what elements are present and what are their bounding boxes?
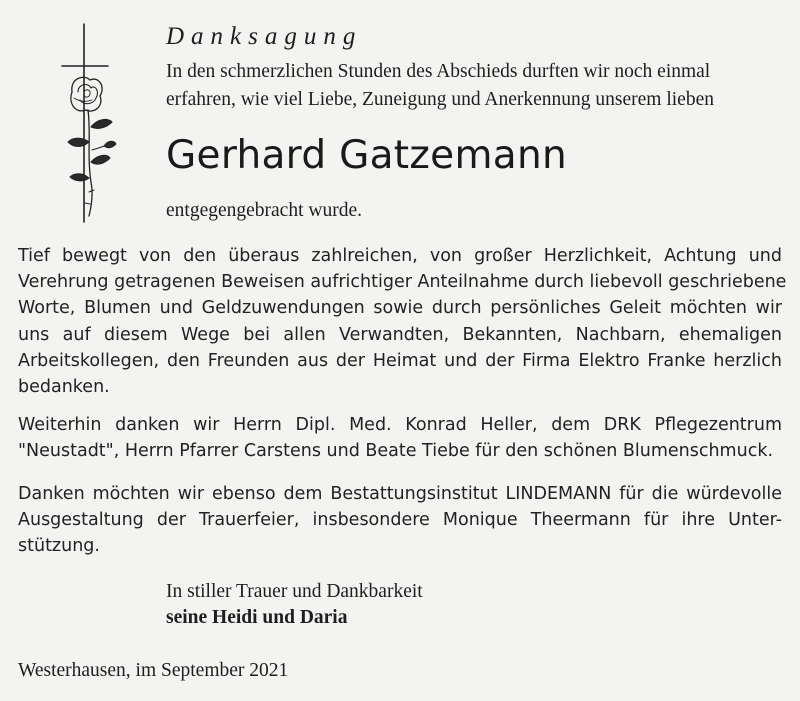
closing-line: In stiller Trauer und Dankbarkeit [166, 581, 423, 602]
text-line: Weiterhin danken wir Herrn Dipl. Med. Konrad Heller, dem DRK Pflegezentrum [18, 415, 782, 435]
deceased-name: Gerhard Gatzemann [166, 133, 567, 178]
paragraph-further-thanks [18, 412, 782, 464]
after-name-text: entgegengebracht wurde. [166, 200, 362, 221]
notice-title: Danksagung [166, 23, 363, 50]
intro-line: erfahren, wie viel Liebe, Zuneigung und Anerkennung unserem lieben [166, 89, 714, 110]
paragraph-funeral-thanks [18, 481, 782, 560]
text-line: uns auf diesem Wege bei allen Verwandten, Bekannten, Nachbarn, ehemaligen [18, 324, 782, 345]
intro-text [166, 58, 786, 114]
text-line: Danken möchten wir ebenso dem Bestattungsinstitut LINDEMANN für die würdevolle [18, 484, 782, 504]
text-line: Arbeitskollegen, den Freunden aus der Heimat und der Firma Elektro Franke herzlich [18, 350, 782, 371]
place-date: Westerhausen, im September 2021 [18, 660, 289, 681]
text-line: Ausgestaltung der Trauerfeier, insbesondere Monique Theermann für ihre Unter- [18, 510, 782, 531]
text-line: Worte, Blumen und Geldzuwendungen sowie durch persönliches Geleit möchten wir [18, 298, 782, 319]
text-line: Verehrung getragenen Beweisen aufrichtiger Anteilnahme durch liebevoll geschriebene [18, 272, 787, 293]
paragraph-thanks [18, 243, 787, 400]
cross-with-rose-icon [58, 22, 120, 224]
signature: seine Heidi und Daria [166, 607, 348, 628]
text-line: Tief bewegt von den überaus zahlreichen, von großer Herzlichkeit, Achtung und [18, 246, 782, 266]
text-line: bedanken. [18, 377, 110, 398]
text-line: "Neustadt", Herrn Pfarrer Carstens und Beate Tiebe für den schönen Blumenschmuck. [18, 441, 774, 462]
text-line: stützung. [18, 536, 100, 557]
intro-line: In den schmerzlichen Stunden des Abschieds durften wir noch einmal [166, 61, 711, 82]
